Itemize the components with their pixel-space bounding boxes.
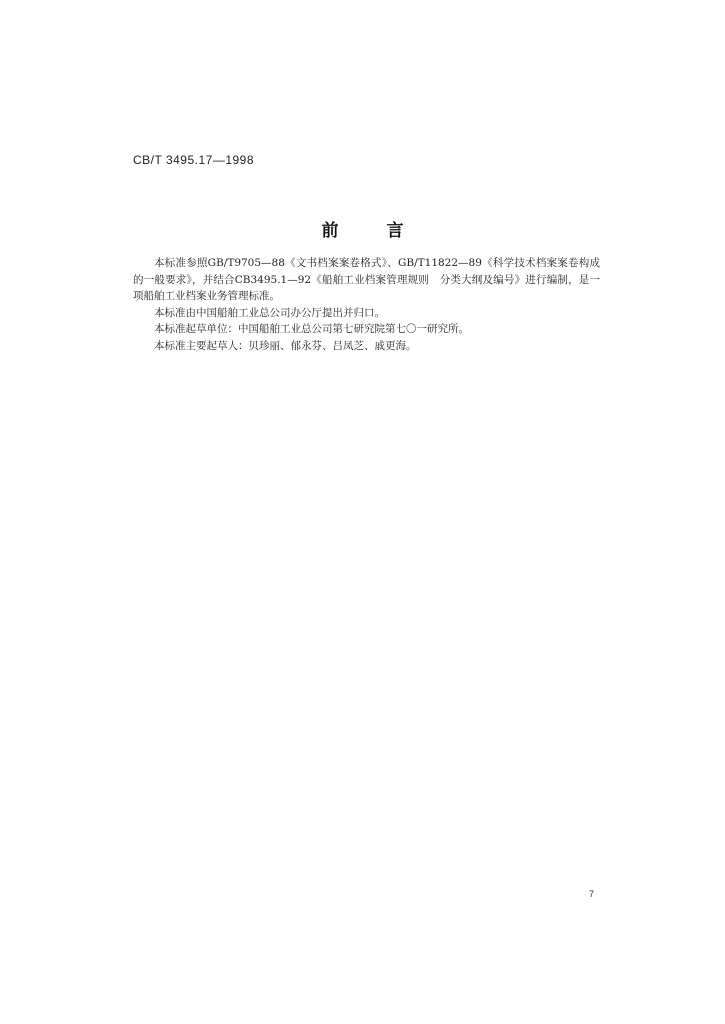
title-char-1: 前: [321, 221, 339, 241]
page-number: 7: [589, 889, 595, 899]
paragraph-reference: 本标准参照GB/T9705—88《文书档案案卷格式》、GB/T11822—89《科学技术档案案卷构成的一般要求》，并结合CB3495.1—92《船舶工业档案管理规则 分类大纲及编号》进行编制，是一项船舶工业档案业务管理标准。: [133, 257, 600, 302]
foreword-body: [133, 255, 600, 354]
paragraph-proposer: 本标准由中国船舶工业总公司办公厅提出并归口。: [154, 306, 385, 319]
paragraph-drafters: 本标准主要起草人：贝珍丽、郁永芬、吕凤芝、戚更海。: [154, 339, 417, 352]
paragraph-drafting-unit: 本标准起草单位：中国船舶工业总公司第七研究院第七〇一研究所。: [154, 323, 469, 335]
page-title: [0, 216, 725, 241]
standard-code: CB/T 3495.17—1998: [133, 153, 255, 167]
title-char-2: 言: [386, 221, 404, 241]
